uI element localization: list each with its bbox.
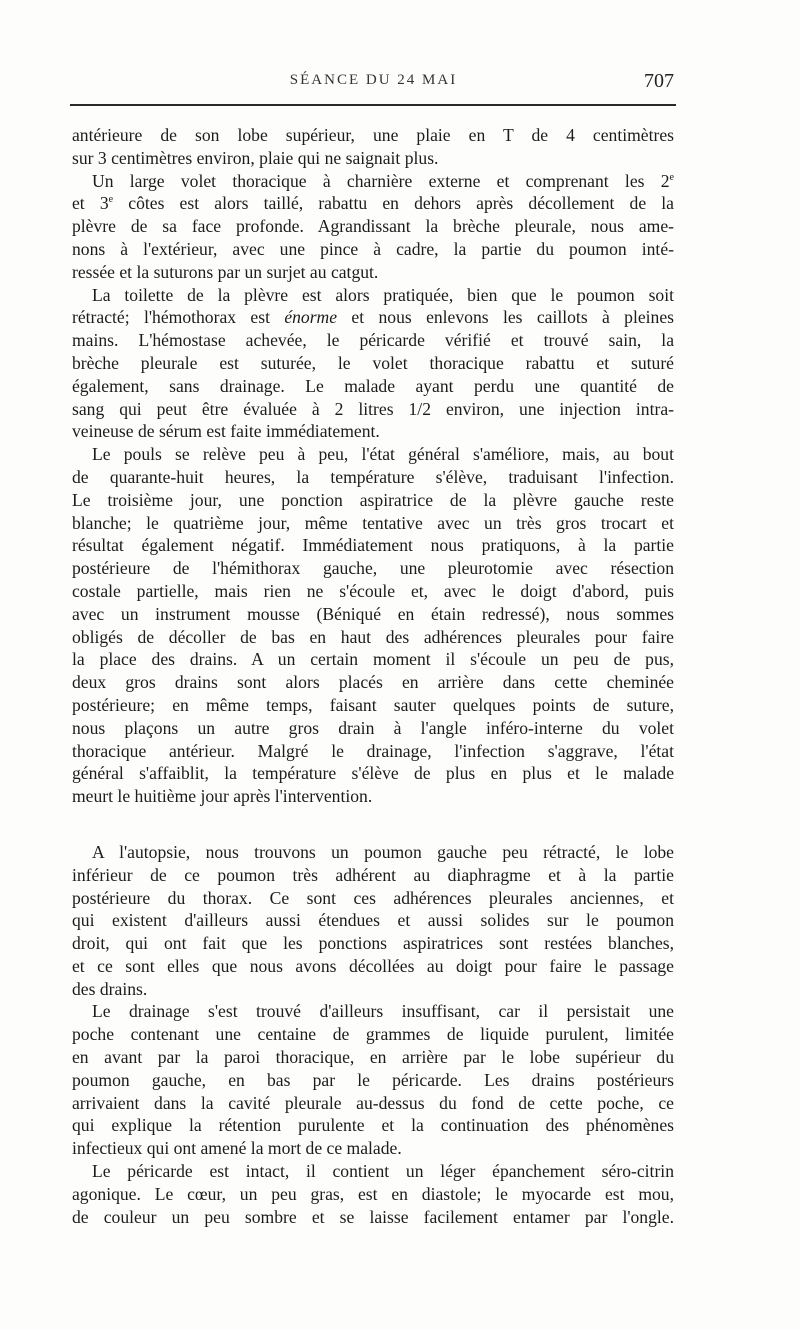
paragraph-5 bbox=[72, 841, 674, 1001]
body-text bbox=[72, 124, 674, 1228]
text-line: en avant par la paroi thoracique, en arrière par le lobe supérieur du bbox=[72, 1047, 674, 1068]
text-line: inférieur de ce poumon très adhérent au diaphragme et à la partie bbox=[72, 864, 674, 885]
text-line: et ce sont elles que nous avons décollées au doigt pour faire le passage bbox=[72, 955, 674, 976]
paragraph-2 bbox=[72, 170, 674, 284]
text-line: ressée et la suturons par un surjet au catgut. bbox=[72, 261, 379, 282]
text-line: obligés de décoller de bas en haut des adhérences pleurales pour faire bbox=[72, 626, 674, 647]
text-line: qui explique la rétention purulente et la continuation des phénomènes bbox=[72, 1115, 674, 1136]
text-line: plèvre de sa face profonde. Agrandissant la brèche pleurale, nous ame- bbox=[72, 216, 674, 237]
text-line: droit, qui ont fait que les ponctions aspiratrices sont restées blanches, bbox=[72, 933, 674, 954]
text-line: Le troisième jour, une ponction aspiratrice de la plèvre gauche reste bbox=[72, 489, 674, 510]
text-line: postérieure du thorax. Ce sont ces adhérences pleurales anciennes, et bbox=[72, 887, 674, 908]
text-line: de quarante-huit heures, la température s'élève, traduisant l'infection. bbox=[72, 466, 674, 487]
header-rule bbox=[70, 104, 676, 106]
text-line: de couleur un peu sombre et se laisse facilement entamer par l'ongle. bbox=[72, 1206, 674, 1227]
paragraph-3 bbox=[72, 284, 674, 444]
text-segment: Un large volet thoracique à charnière externe et comprenant les 2 bbox=[92, 170, 670, 191]
text-line: postérieure; en même temps, faisant sauter quelques points de suture, bbox=[72, 694, 674, 715]
text-line: blanche; le quatrième jour, même tentative avec un très gros trocart et bbox=[72, 512, 674, 533]
text-line: poumon gauche, en bas par le péricarde. Les drains postérieurs bbox=[72, 1069, 674, 1090]
text-line: sur 3 centimètres environ, plaie qui ne saignait plus. bbox=[72, 147, 439, 168]
text-line: la place des drains. A un certain moment il s'écoule un peu de pus, bbox=[72, 649, 674, 670]
text-segment: côtes est alors taillé, rabattu en dehors après décollement de la bbox=[113, 193, 674, 214]
text-line bbox=[72, 192, 674, 215]
text-line: nous plaçons un autre gros drain à l'angle inféro-interne du volet bbox=[72, 717, 674, 738]
text-line: nons à l'extérieur, avec une pince à cadre, la partie du poumon inté- bbox=[72, 238, 674, 259]
running-head: SÉANCE DU 24 MAI bbox=[289, 72, 458, 88]
text-line: poche contenant une centaine de grammes de liquide purulent, limitée bbox=[72, 1024, 674, 1045]
text-line: deux gros drains sont alors placés en arrière dans cette cheminée bbox=[72, 672, 674, 693]
text-line bbox=[72, 170, 674, 193]
text-line: veineuse de sérum est faite immédiatement. bbox=[72, 421, 380, 442]
text-line: antérieure de son lobe supérieur, une plaie en T de 4 centimètres bbox=[72, 125, 674, 145]
paragraph-6 bbox=[72, 1000, 674, 1160]
paragraph-1 bbox=[72, 124, 674, 170]
text-segment: et 3 bbox=[72, 193, 109, 214]
italic-word: énorme bbox=[284, 307, 338, 328]
text-line: des drains. bbox=[72, 978, 148, 999]
text-line: thoracique antérieur. Malgré le drainage, l'infection s'aggrave, l'état bbox=[72, 740, 674, 761]
text-segment: rétracté; l'hémothorax est bbox=[72, 307, 285, 328]
page-number: 707 bbox=[644, 70, 674, 92]
paragraph-4 bbox=[72, 443, 674, 808]
paragraph-gap bbox=[72, 808, 674, 841]
text-line: infectieux qui ont amené la mort de ce malade. bbox=[72, 1138, 402, 1159]
page-header bbox=[73, 70, 674, 98]
text-line: agonique. Le cœur, un peu gras, est en diastole; le myocarde est mou, bbox=[72, 1183, 674, 1204]
superscript: e bbox=[108, 194, 114, 206]
text-line: avec un instrument mousse (Béniqué en étain redressé), nous sommes bbox=[72, 603, 674, 624]
text-line: postérieure de l'hémithorax gauche, une pleurotomie avec résection bbox=[72, 558, 674, 579]
text-line: brèche pleurale est suturée, le volet thoracique rabattu et suturé bbox=[72, 352, 674, 373]
text-line: La toilette de la plèvre est alors pratiquée, bien que le poumon soit bbox=[92, 284, 674, 305]
superscript: e bbox=[669, 171, 674, 183]
text-line: Le drainage s'est trouvé d'ailleurs insuffisant, car il persistait une bbox=[92, 1001, 674, 1022]
text-line: costale partielle, mais rien ne s'écoule et, avec le doigt d'abord, puis bbox=[72, 580, 674, 601]
text-line: A l'autopsie, nous trouvons un poumon gauche peu rétracté, le lobe bbox=[92, 841, 674, 862]
text-line: également, sans drainage. Le malade ayant perdu une quantité de bbox=[72, 375, 674, 396]
paragraph-7 bbox=[72, 1160, 674, 1228]
text-line bbox=[72, 306, 674, 329]
text-line: arrivaient dans la cavité pleurale au-dessus du fond de cette poche, ce bbox=[72, 1092, 674, 1113]
text-line: Le pouls se relève peu à peu, l'état général s'améliore, mais, au bout bbox=[92, 444, 674, 465]
text-line: résultat également négatif. Immédiatement nous pratiquons, à la partie bbox=[72, 535, 674, 556]
text-line: Le péricarde est intact, il contient un léger épanchement séro-citrin bbox=[92, 1161, 674, 1182]
text-line: général s'affaiblit, la température s'élève de plus en plus et le malade bbox=[72, 763, 674, 784]
text-line: sang qui peut être évaluée à 2 litres 1/2 environ, une injection intra- bbox=[72, 398, 674, 419]
text-line: qui existent d'ailleurs aussi étendues et aussi solides sur le poumon bbox=[72, 910, 674, 931]
text-line: meurt le huitième jour après l'intervention. bbox=[72, 786, 373, 807]
text-line: mains. L'hémostase achevée, le péricarde vérifié et trouvé sain, la bbox=[72, 330, 674, 351]
text-segment: et nous enlevons les caillots à pleines bbox=[337, 307, 675, 328]
